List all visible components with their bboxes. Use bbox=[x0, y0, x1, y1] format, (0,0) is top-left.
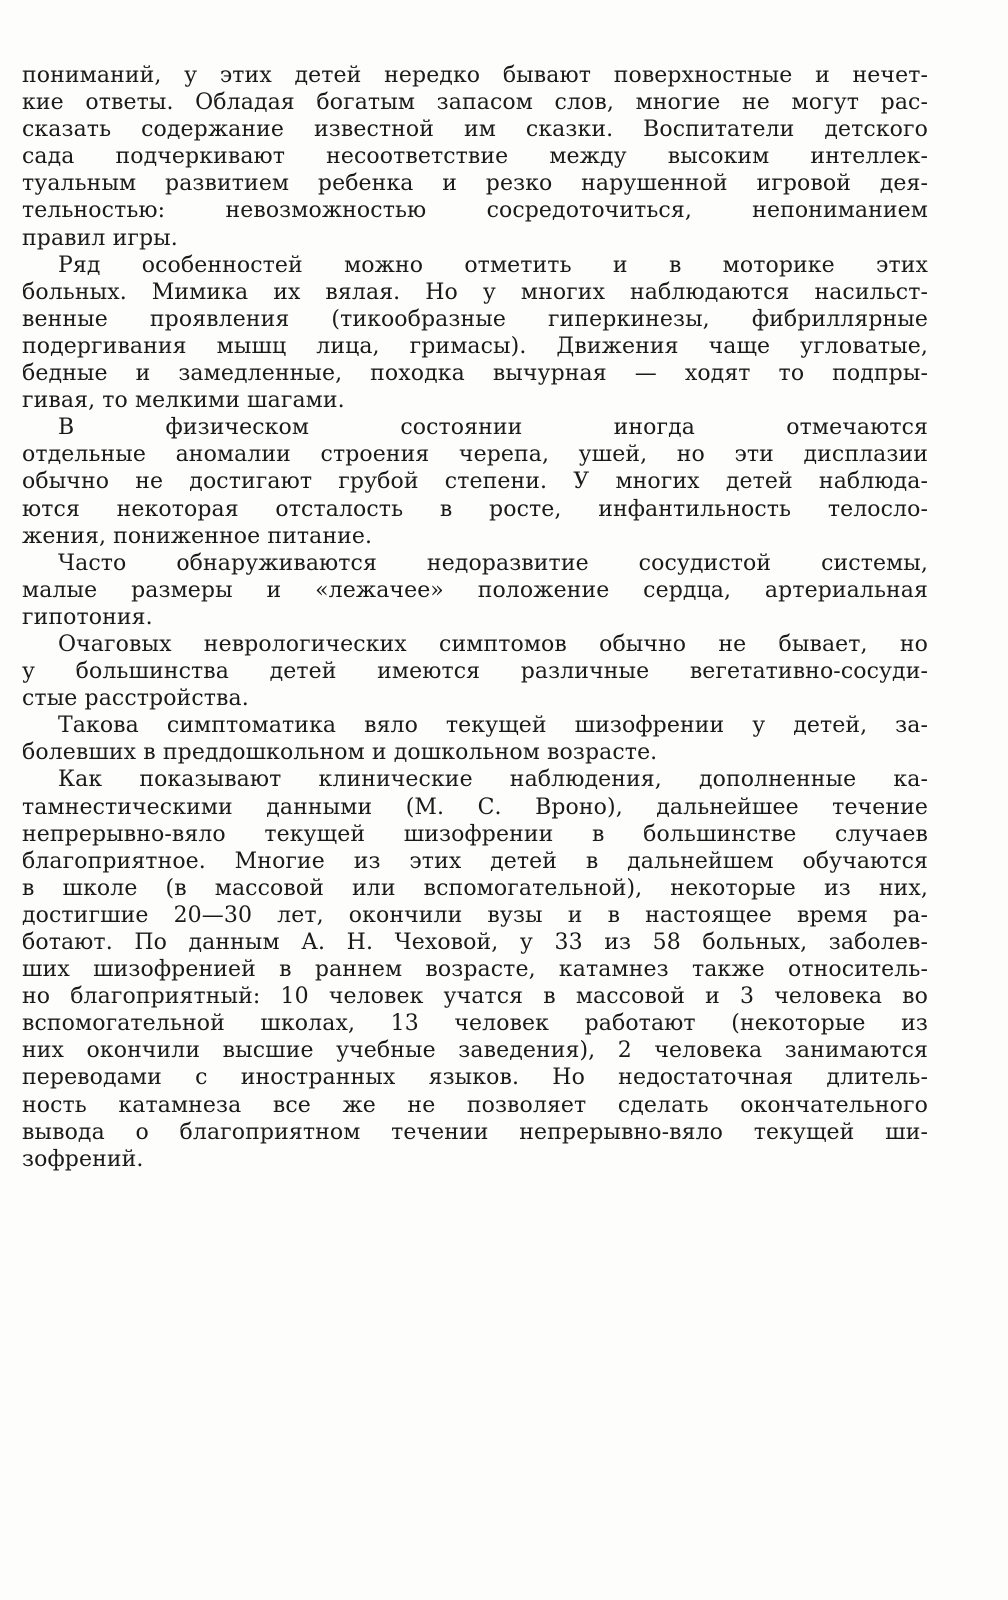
text-line: обычно не достигают грубой степени. У многих детей наблюда- bbox=[22, 469, 928, 495]
text-line: больных. Мимика их вялая. Но у многих наблюдаются насильст- bbox=[22, 279, 928, 305]
paragraph bbox=[22, 252, 928, 415]
text-line: непрерывно-вяло текущей шизофрении в большинстве случаев bbox=[22, 821, 928, 847]
text-line: у большинства детей имеются различные вегетативно-сосуди- bbox=[22, 659, 928, 685]
text-line: бедные и замедленные, походка вычурная — ходят то подпры- bbox=[22, 361, 928, 387]
paragraph bbox=[22, 712, 928, 766]
text-line: Как показывают клинические наблюдения, дополненные ка- bbox=[58, 767, 928, 793]
text-line: Часто обнаруживаются недоразвитие сосудистой системы, bbox=[58, 550, 928, 576]
text-line: Ряд особенностей можно отметить и в моторике этих bbox=[58, 252, 928, 278]
text-line: кие ответы. Обладая богатым запасом слов, многие не могут рас- bbox=[22, 90, 928, 116]
text-line: сада подчеркивают несоответствие между высоким интеллек- bbox=[22, 144, 928, 170]
text-line: ших шизофренией в раннем возрасте, катамнез также относитель- bbox=[22, 957, 928, 983]
text-line: стые расстройства. bbox=[22, 686, 249, 712]
text-line: переводами с иностранных языков. Но недостаточная длитель- bbox=[22, 1065, 928, 1091]
paragraph bbox=[22, 414, 928, 549]
text-line: вывода о благоприятном течении непрерывно-вяло текущей ши- bbox=[22, 1119, 928, 1145]
paragraph bbox=[22, 550, 928, 631]
text-line: ботают. По данным А. Н. Чеховой, у 33 из 58 больных, заболев- bbox=[22, 930, 928, 955]
text-line: ются некоторая отсталость в росте, инфантильность телосло- bbox=[22, 496, 928, 522]
text-line: тамнестическими данными (М. С. Вроно), дальнейшее течение bbox=[22, 794, 928, 820]
text-line: правил игры. bbox=[22, 225, 178, 251]
text-line: сказать содержание известной им сказки. Воспитатели детского bbox=[22, 117, 928, 143]
text-line: гивая, то мелкими шагами. bbox=[22, 388, 345, 414]
text-line: Такова симптоматика вяло текущей шизофрении у детей, за- bbox=[58, 713, 928, 739]
text-line: болевших в преддошкольном и дошкольном возрасте. bbox=[22, 740, 658, 766]
text-line: венные проявления (тикообразные гиперкинезы, фибриллярные bbox=[22, 306, 928, 332]
paragraph bbox=[22, 62, 928, 252]
text-line: тельностью: невозможностью сосредоточиться, непониманием bbox=[22, 198, 928, 224]
text-line: гипотония. bbox=[22, 604, 153, 630]
text-line: зофрений. bbox=[22, 1146, 144, 1172]
text-line: пониманий, у этих детей нередко бывают поверхностные и нечет- bbox=[22, 63, 928, 88]
text-line: вспомогательной школах, 13 человек работают (некоторые из bbox=[22, 1011, 928, 1037]
text-line: Очаговых неврологических симптомов обычно не бывает, но bbox=[58, 631, 928, 657]
text-line: жения, пониженное питание. bbox=[22, 523, 373, 549]
text-line: но благоприятный: 10 человек учатся в массовой и 3 человека во bbox=[22, 984, 928, 1010]
text-line: подергивания мышц лица, гримасы). Движения чаще угловатые, bbox=[22, 333, 928, 359]
text-line: отдельные аномалии строения черепа, ушей, но эти дисплазии bbox=[22, 442, 928, 468]
text-line: благоприятное. Многие из этих детей в дальнейшем обучаются bbox=[22, 848, 928, 874]
text-line: ность катамнеза все же не позволяет сделать окончательного bbox=[22, 1092, 928, 1118]
text-line: них окончили высшие учебные заведения), 2 человека занимаются bbox=[22, 1038, 928, 1064]
text-line: в школе (в массовой или вспомогательной), некоторые из них, bbox=[22, 875, 928, 901]
paragraph bbox=[22, 631, 928, 712]
text-line: туальным развитием ребенка и резко нарушенной игровой дея- bbox=[22, 171, 928, 197]
body-text bbox=[22, 62, 928, 1173]
paragraph bbox=[22, 766, 928, 1172]
text-line: малые размеры и «лежачее» положение сердца, артериальная bbox=[22, 577, 928, 603]
text-line: В физическом состоянии иногда отмечаются bbox=[58, 415, 928, 441]
text-line: достигшие 20—30 лет, окончили вузы и в настоящее время ра- bbox=[22, 902, 928, 928]
